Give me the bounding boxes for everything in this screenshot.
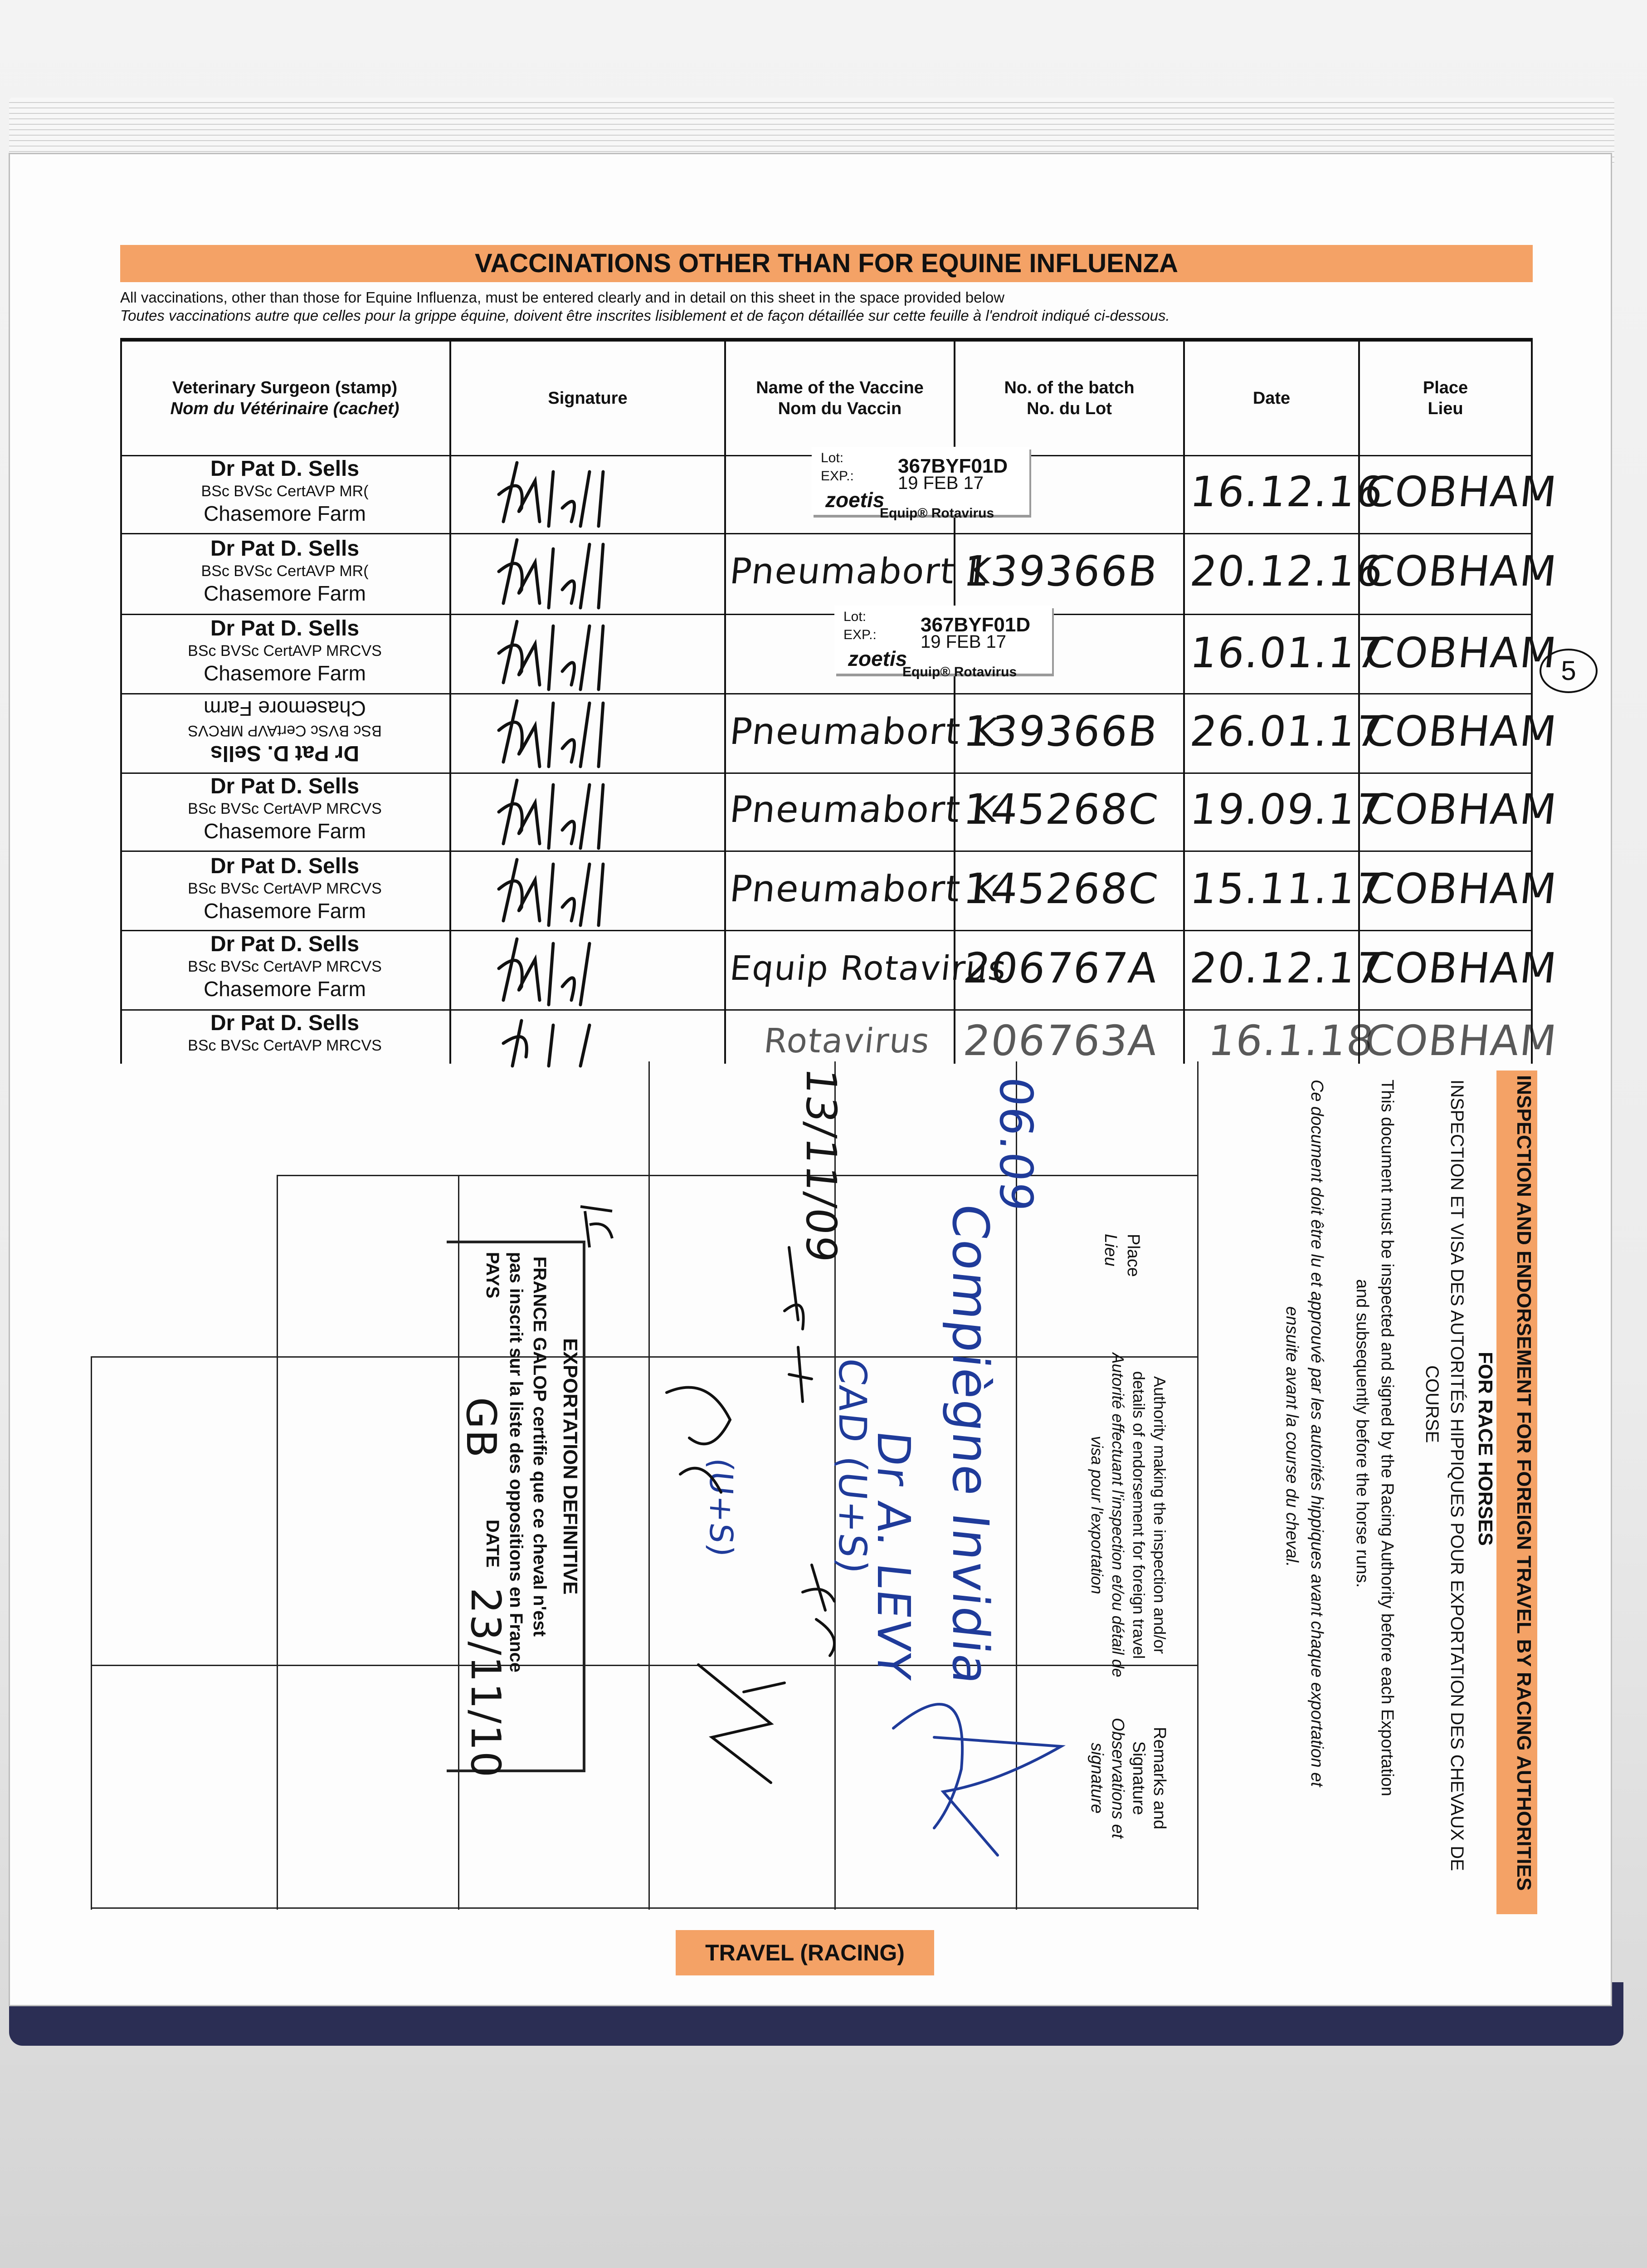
header-place-en: Place xyxy=(1423,378,1468,397)
header-vet xyxy=(120,342,449,455)
header-signature-text: Signature xyxy=(548,389,628,408)
header-vet-en: Veterinary Surgeon (stamp) xyxy=(172,378,398,397)
stamp-date-text: 23/11/10 xyxy=(462,1588,509,1779)
endorsement-note-fr2 xyxy=(1282,1306,1301,1567)
batch-number: 145268C xyxy=(961,785,1161,834)
vet-stamp xyxy=(120,854,449,923)
entry-date-2-text: 13/11/09 xyxy=(797,1066,845,1266)
vet-quals: BSc BVSc CertAVP MRCVS xyxy=(188,800,382,817)
vet-quals: BSc BVSc CertAVP MR( xyxy=(201,562,369,580)
table-row-line xyxy=(120,930,1533,931)
sheet-intro xyxy=(120,288,1549,325)
stamp-country-text: GB xyxy=(457,1397,505,1459)
col-remarks-fr: Observations et signature xyxy=(1087,1717,1127,1839)
batch-number: 139366B xyxy=(961,707,1161,756)
stamp-country xyxy=(458,1397,503,1458)
col-remarks-en: Remarks and Signature xyxy=(1129,1727,1169,1829)
vaccination-place: COBHAM xyxy=(1362,468,1559,516)
vet-farm: Chasemore Farm xyxy=(204,661,366,685)
vet-quals: BSc BVSc CertAVP MRCVS xyxy=(188,642,382,660)
vet-name: Dr Pat D. Sells xyxy=(210,741,360,765)
endorsement-title-fr2 xyxy=(1422,1365,1442,1443)
margin-note-circle xyxy=(1540,649,1598,693)
label-exp-caption: EXP.: xyxy=(821,469,854,484)
header-batch-en: No. of the batch xyxy=(1004,378,1135,397)
vaccination-place: COBHAM xyxy=(1362,629,1559,677)
grid-line xyxy=(91,1356,92,1910)
vaccination-date: 16.01.17 xyxy=(1188,629,1386,677)
intro-french: Toutes vaccinations autre que celles pour la grippe équine, doivent être inscrites lisiblement et de façon détaillée sur cette feuille à l'endroit indiqué ci-dessous. xyxy=(120,307,1170,324)
vet-signatures xyxy=(485,454,648,1070)
label-expiry: 19 FEB 17 xyxy=(921,632,1007,652)
grid-line xyxy=(1197,1061,1199,1910)
vet-stamp xyxy=(120,616,449,685)
table-row-line xyxy=(120,693,1533,694)
label-brand-logo: zoetis xyxy=(848,647,907,670)
vet-farm: Chasemore Farm xyxy=(204,697,366,720)
table-row-line xyxy=(120,533,1533,534)
header-vaccine xyxy=(726,342,954,455)
endorsement-note-en xyxy=(1377,1080,1397,1796)
vet-stamp xyxy=(120,774,449,843)
vet-stamp-inverted xyxy=(120,696,449,765)
vet-farm: Chasemore Farm xyxy=(204,502,366,525)
header-vaccine-fr: Nom du Vaccin xyxy=(778,399,902,418)
endorsement-note-fr-line2: ensuite avant la course du cheval. xyxy=(1282,1306,1301,1567)
vet-farm: Chasemore Farm xyxy=(204,977,366,1001)
vet-name: Dr Pat D. Sells xyxy=(210,537,360,561)
header-batch xyxy=(955,342,1183,455)
vet-quals: BSc BVSc CertAVP MRCVS xyxy=(188,722,382,739)
entry-authority-text: Dr A. LEVY xyxy=(867,1428,920,1683)
vaccination-date: 20.12.17 xyxy=(1188,944,1386,992)
vet-quals: BSc BVSc CertAVP MRCVS xyxy=(188,880,382,897)
label-brand-logo: zoetis xyxy=(825,488,885,512)
label-product: Equip® Rotavirus xyxy=(902,665,1017,679)
col-place-header xyxy=(1123,1234,1143,1277)
endorsement-note-en2 xyxy=(1352,1279,1372,1588)
grid-line xyxy=(648,1061,650,1910)
vaccination-date: 16.1.18 xyxy=(1206,1017,1377,1065)
col-place-en: Place xyxy=(1124,1234,1143,1277)
col-authority-en: Authority making the inspection and/or details of endorsement for foreign travel xyxy=(1130,1371,1169,1659)
batch-number: 206763A xyxy=(961,1017,1160,1065)
vaccine-batch-label xyxy=(812,447,1029,521)
table-row-line xyxy=(120,614,1533,615)
vaccination-date: 15.11.17 xyxy=(1188,865,1386,913)
vet-farm: Chasemore Farm xyxy=(204,899,366,923)
vet-quals: BSc BVSc CertAVP MRCVS xyxy=(188,958,382,975)
vet-farm: Chasemore Farm xyxy=(204,582,366,605)
endorsement-title-line2: FOR RACE HORSES xyxy=(1474,1352,1496,1546)
vaccination-date: 20.12.16 xyxy=(1188,547,1386,596)
header-place xyxy=(1360,342,1531,455)
endorsement-subtitle xyxy=(1474,1352,1496,1546)
table-row-line xyxy=(120,772,1533,774)
table-row-line xyxy=(120,850,1533,852)
authority-signatures xyxy=(653,1202,1106,1892)
vaccination-place: COBHAM xyxy=(1362,944,1559,992)
stamp-date xyxy=(463,1588,508,1778)
header-date-text: Date xyxy=(1252,389,1291,408)
grid-line xyxy=(277,1175,278,1910)
label-lot-number: 367BYF01D xyxy=(898,455,1008,477)
sheet-title: VACCINATIONS OTHER THAN FOR EQUINE INFLUENZA xyxy=(475,249,1178,278)
endorsement-note-fr-line1: Ce document doit être lu et approuvé par les autorités hippiques avant chaque exportation et xyxy=(1307,1080,1326,1787)
endorsement-note-en-line2: and subsequently before the horse runs. xyxy=(1353,1279,1372,1588)
vaccination-place: COBHAM xyxy=(1362,547,1559,596)
stamp-line1 xyxy=(529,1256,550,1637)
endorsement-note-fr xyxy=(1307,1080,1326,1787)
endorsement-note-en-line1: This document must be inspected and signed by the Racing Authority before each Exportation xyxy=(1378,1080,1397,1797)
stamp-initial-mark xyxy=(571,1198,621,1256)
vaccination-place: COBHAM xyxy=(1362,785,1559,834)
entry-date xyxy=(989,1074,1043,1215)
endorsement-title xyxy=(1512,1075,1535,1891)
grid-line xyxy=(277,1175,1197,1176)
vaccination-place: COBHAM xyxy=(1362,865,1559,913)
vaccination-place: COBHAM xyxy=(1362,707,1559,756)
col-place-fr: Lieu xyxy=(1101,1234,1120,1266)
vet-name: Dr Pat D. Sells xyxy=(210,616,360,640)
endorsement-title-fr-line1: INSPECTION ET VISA DES AUTORITÉS HIPPIQUES POUR EXPORTATION DES CHEVAUX DE xyxy=(1447,1080,1467,1871)
vet-name: Dr Pat D. Sells xyxy=(210,457,360,481)
header-signature xyxy=(451,342,724,455)
label-lot-caption: Lot: xyxy=(843,609,867,624)
col-authority-fr: Autorité effectuant l'inspection et/ou détail de visa pour l'exportation xyxy=(1088,1353,1127,1677)
vet-name: Dr Pat D. Sells xyxy=(210,1011,360,1035)
endorsement-title-fr xyxy=(1447,1080,1467,1871)
header-date xyxy=(1185,342,1358,455)
header-vaccine-en: Name of the Vaccine xyxy=(756,378,924,397)
vet-stamp xyxy=(120,932,449,1001)
vet-name: Dr Pat D. Sells xyxy=(210,774,360,798)
endorsement-title-line1: INSPECTION AND ENDORSEMENT FOR FOREIGN TRAVEL BY RACING AUTHORITIES xyxy=(1513,1075,1535,1891)
batch-number: 139366B xyxy=(961,547,1161,596)
entry-date-text: 06.09 xyxy=(989,1074,1043,1215)
vaccine-name: Pneumabort K xyxy=(728,551,994,592)
label-lot-caption: Lot: xyxy=(821,450,844,465)
stamp-title xyxy=(559,1338,581,1595)
vaccine-name: Rotavirus xyxy=(762,1022,932,1061)
stamp-line3 xyxy=(482,1252,502,1298)
vet-name: Dr Pat D. Sells xyxy=(210,854,360,878)
stamp-date-caption xyxy=(482,1520,502,1568)
label-expiry: 19 FEB 17 xyxy=(898,473,984,493)
header-place-fr: Lieu xyxy=(1428,399,1463,418)
vet-name: Dr Pat D. Sells xyxy=(210,932,360,956)
header-vet-fr: Nom du Vétérinaire (cachet) xyxy=(170,399,400,418)
stamp-country-caption: PAYS xyxy=(482,1252,502,1299)
vaccination-date: 16.12.16 xyxy=(1188,468,1386,516)
table-top-rule xyxy=(120,338,1533,342)
travel-racing-tab xyxy=(676,1930,934,1975)
table-row-line xyxy=(120,1009,1533,1011)
stamp-line2-text: pas inscrit sur la liste des oppositions en France xyxy=(506,1252,526,1672)
vaccination-place: COBHAM xyxy=(1362,1017,1559,1065)
batch-number: 145268C xyxy=(961,865,1161,913)
margin-note-text: 5 xyxy=(1561,655,1576,686)
vaccine-name: Pneumabort K xyxy=(728,788,1000,831)
stamp-line1-text: FRANCE GALOP certifie que ce cheval n'est xyxy=(530,1256,550,1637)
batch-number: 206767A xyxy=(961,944,1160,992)
stamp-title-text: EXPORTATION DEFINITIVE xyxy=(559,1338,581,1595)
vaccine-name: Pneumabort K xyxy=(728,868,1000,910)
vaccine-batch-label xyxy=(834,606,1052,679)
entry-sig-note-text: (U+S) xyxy=(702,1456,740,1560)
vaccine-name: Pneumabort K xyxy=(728,710,1000,753)
vet-quals: BSc BVSc CertAVP MRCVS xyxy=(188,1037,382,1054)
vet-stamp xyxy=(120,457,449,526)
vaccination-date: 19.09.17 xyxy=(1188,785,1386,834)
entry-place-text: Compiègne Invidia xyxy=(941,1201,999,1689)
grid-line xyxy=(91,1907,1197,1909)
entry-cad-text: CAD (U+S) xyxy=(830,1356,875,1577)
label-product: Equip® Rotavirus xyxy=(880,506,994,521)
vaccine-name: Equip Rotavirus xyxy=(728,949,1009,988)
stamp-date-label: DATE xyxy=(482,1520,502,1568)
label-exp-caption: EXP.: xyxy=(843,627,877,642)
vaccination-date: 26.01.17 xyxy=(1188,707,1386,756)
vet-stamp xyxy=(120,1011,449,1056)
label-lot-number: 367BYF01D xyxy=(921,614,1031,636)
sheet-title-bar xyxy=(120,245,1533,282)
travel-racing-label: TRAVEL (RACING) xyxy=(705,1940,905,1965)
endorsement-title-fr-line2: COURSE xyxy=(1422,1365,1442,1443)
vet-stamp xyxy=(120,537,449,606)
header-batch-fr: No. du Lot xyxy=(1027,399,1112,418)
intro-english: All vaccinations, other than those for Equine Influenza, must be entered clearly and in detail on this sheet in the space provided below xyxy=(120,289,1005,306)
vet-quals: BSc BVSc CertAVP MR( xyxy=(201,483,369,500)
vet-farm: Chasemore Farm xyxy=(204,819,366,843)
